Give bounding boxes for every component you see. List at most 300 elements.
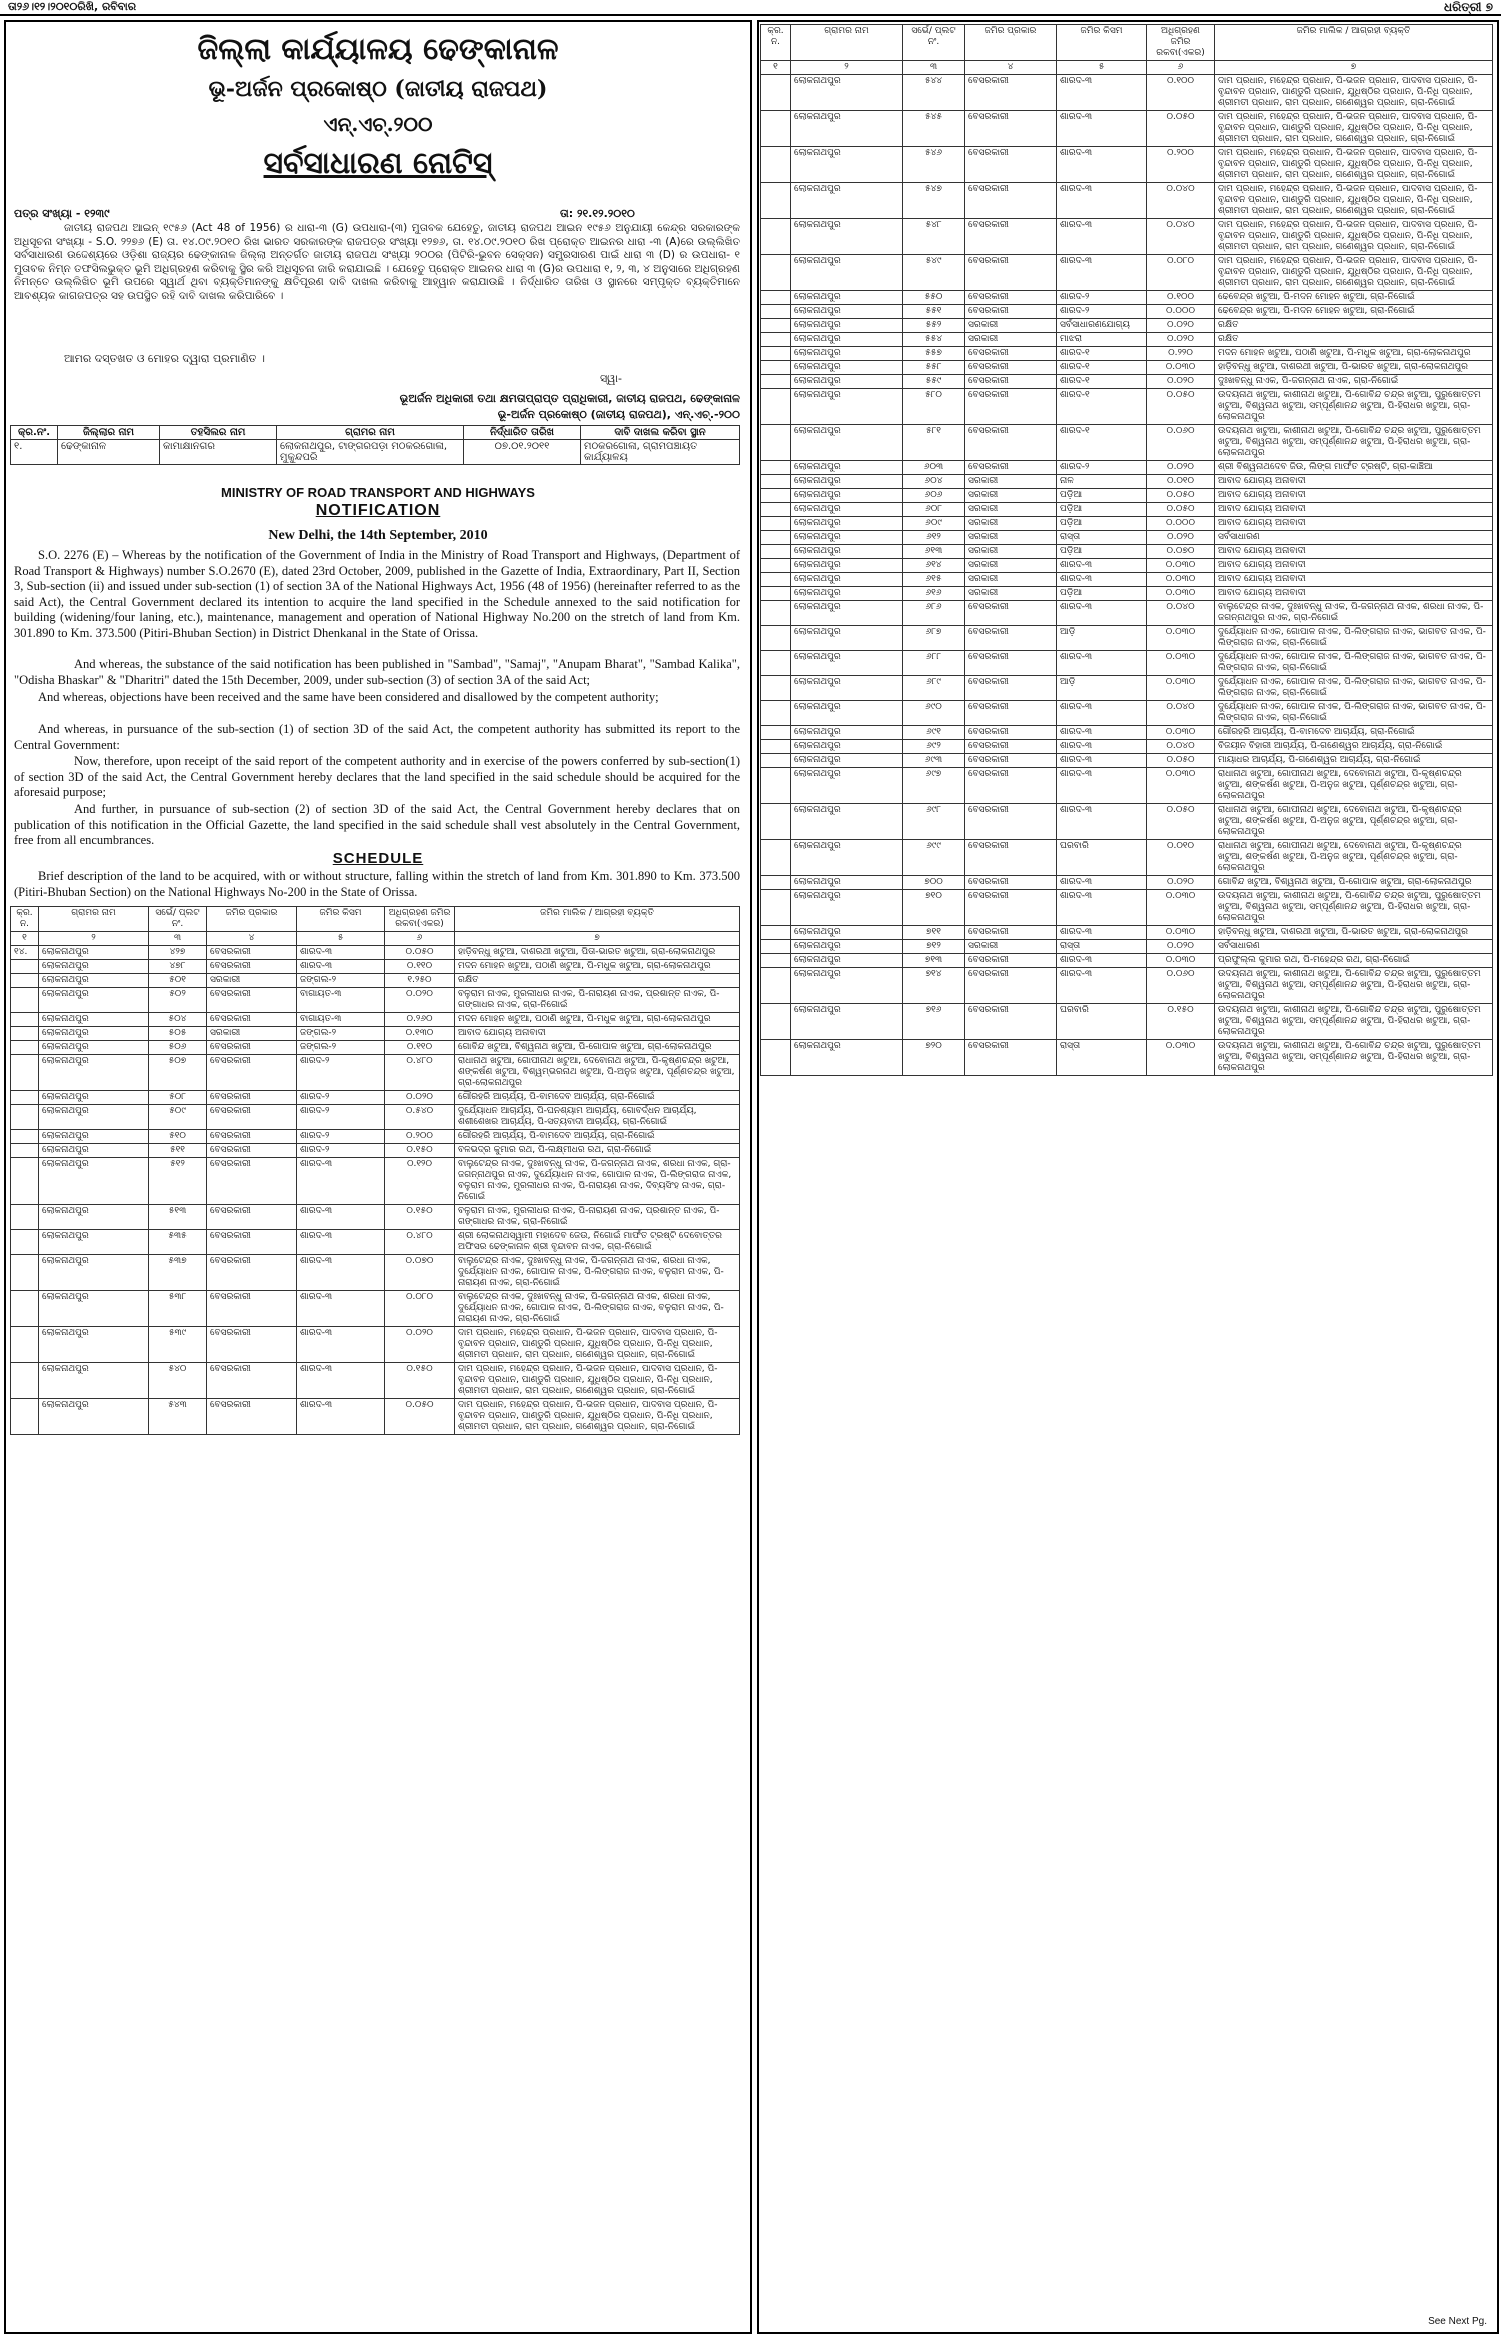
row-area: ୦.୦୨୦ — [1147, 375, 1215, 389]
row-area: ୦.୦୩୦ — [1147, 768, 1215, 804]
row-plot: ୬୧୩ — [903, 545, 965, 559]
row-serial — [761, 461, 791, 475]
row-owner: ହାଡ଼ିବନ୍ଧୁ ଖଟୁଆ, ଦାଶରଥୀ ଖଟୁଆ, ପି-ଭାରତ ଖଟୁଆ, ଗ୍ରା-ଲୋକନାଥପୁର — [1215, 926, 1493, 940]
gazette-para-3: And whereas, objections have been received and the same have been considered and disallowed by the competent authority; — [38, 690, 659, 704]
row-plot: ୪୭୮ — [149, 960, 207, 974]
row-area: ୦.୦୪୦ — [1147, 183, 1215, 219]
row-area: ୦.୦୫୦ — [385, 1399, 455, 1435]
table-row — [11, 1291, 740, 1327]
row-kisam: ପଡ଼ିଆ — [1057, 489, 1147, 503]
row-serial — [761, 940, 791, 954]
row-plot: ୫୪୩ — [149, 1399, 207, 1435]
row-serial — [11, 1130, 39, 1144]
row-plot: ୫୮୦ — [903, 389, 965, 425]
row-plot: ୫୧୨ — [149, 1158, 207, 1205]
col-num: ୪ — [965, 61, 1057, 75]
row-land-type: ସରକାରୀ — [965, 940, 1057, 954]
row-area: ୦.୦୪୦ — [1147, 740, 1215, 754]
row-kisam: ଶାରଦ-୩ — [1057, 740, 1147, 754]
row-owner: ପ୍ରଫୁଲ୍ଲ କୁମାର ରଥ, ପି-ମହେନ୍ଦ୍ର ରଥ, ଗ୍ରା-ନିଗୋଇଁ — [1215, 954, 1493, 968]
row-land-type: ବେସରକାରୀ — [965, 754, 1057, 768]
table-row — [761, 111, 1493, 147]
row-kisam: ଶାରଦ-୩ — [297, 1327, 385, 1363]
row-land-type: ସରକାରୀ — [965, 587, 1057, 601]
row-plot: ୭୧୧ — [903, 926, 965, 940]
row-area: ୦.୦୫୦ — [1147, 804, 1215, 840]
row-serial — [761, 333, 791, 347]
row-land-type: ବେସରକାରୀ — [965, 601, 1057, 626]
table-row — [11, 1055, 740, 1091]
row-area: ୦.୦୨୦ — [385, 1091, 455, 1105]
table-row — [761, 503, 1493, 517]
row-serial — [761, 361, 791, 375]
row-serial — [761, 545, 791, 559]
row-kisam: ଶାରଦ-୧ — [1057, 375, 1147, 389]
row-owner: ମଦନ ମୋହନ ଖଟୁଆ, ପଠାଣି ଖଟୁଆ, ପି-ମଧୁକ ଖଟୁଆ, ଗ୍ରା-ଲୋକନାଥପୁର — [455, 960, 740, 974]
row-plot: ୫୫୧ — [903, 305, 965, 319]
row-kisam: ଶାରଦ-୩ — [1057, 147, 1147, 183]
row-serial — [761, 754, 791, 768]
row-village: ଲୋକନାଥପୁର — [39, 1091, 149, 1105]
row-owner: ବାଲୁଟେନ୍ଦ୍ର ନାଏକ, ଦୁଃଖବନ୍ଧୁ ନାଏକ, ପି-ଜଗନ୍ନାଥ ନାଏକ, ଶରଧା ନାଏକ, ଦୁର୍ଯ୍ୟୋଧନ ନାଏକ, ଗୋପାଳ ନାଏକ, ପି-ଲିଙ୍ଗରାଜ ନାଏକ, ବଳୁରାମ ନାଏକ, ପି-ନାରାୟଣ ନାଏକ, ଗ୍ରା-ନିଗୋଇଁ — [455, 1255, 740, 1291]
row-plot: ୬୯୯ — [903, 840, 965, 876]
row-owner: ମଦନ ମୋହନ ଖଟୁଆ, ପଠାଣି ଖଟୁଆ, ପି-ମଧୁକ ଖଟୁଆ, ଗ୍ରା-ଲୋକନାଥପୁର — [455, 1013, 740, 1027]
row-land-type: ବେସରକାରୀ — [207, 1091, 297, 1105]
row-kisam: ପଡ଼ିଆ — [1057, 517, 1147, 531]
row-village: ଲୋକନାଥପୁର — [791, 147, 903, 183]
row-plot: ୬୯୧ — [903, 726, 965, 740]
hearing-cell: ଲୋକନାଥପୁର, ଟାଙ୍ଗରପଡ଼ା ମଠକରଗୋଳା, ମୁକୁନ୍ଦପରି — [277, 440, 464, 465]
row-serial — [761, 425, 791, 461]
row-area: ୦.୦୨୦ — [385, 988, 455, 1013]
table-row — [761, 425, 1493, 461]
row-land-type: ବେସରକାରୀ — [965, 255, 1057, 291]
row-village: ଲୋକନାଥପୁର — [39, 1255, 149, 1291]
row-owner: ଉଦୟନାଥ ଖଟୁଆ, କାଶୀନାଥ ଖଟୁଆ, ପି-ଗୋବିନ୍ଦ ଚନ୍ଦ୍ର ଖଟୁଆ, ପୁରୁଷୋତ୍ତମ ଖଟୁଆ, ବିଶ୍ୱନାଥ ଖଟୁଆ, ସମ୍ପୂର୍ଣ୍ଣାନନ୍ଦ ଖଟୁଆ, ପି-ହିରାଧର ଖଟୁଆ, ଗ୍ରା-ଲୋକନାଥପୁର — [1215, 425, 1493, 461]
row-serial — [761, 601, 791, 626]
row-area: ୦.୦୭୦ — [385, 1255, 455, 1291]
row-land-type: ବେସରକାରୀ — [965, 890, 1057, 926]
table-row — [11, 1327, 740, 1363]
row-land-type: ବେସରକାରୀ — [207, 1105, 297, 1130]
row-owner: ଦୁର୍ଯ୍ୟୋଧନ ଆଚାର୍ଯ୍ୟ, ପି-ଘନଶ୍ୟାମ ଆଚାର୍ଯ୍ୟ, ଗୋବର୍ଦ୍ଧନ ଆଚାର୍ଯ୍ୟ, ଶଶୀଶେଖର ଆଚାର୍ଯ୍ୟ, ପି-ସତ୍ୟବାଦୀ ଆଚାର୍ଯ୍ୟ, ଗ୍ରା-ନିଗୋଇଁ — [455, 1105, 740, 1130]
row-kisam: ମାଝରା — [1057, 333, 1147, 347]
table-row — [761, 676, 1493, 701]
row-serial — [761, 183, 791, 219]
hearing-head: ତହସିଲର ନାମ — [160, 426, 277, 440]
row-serial — [761, 954, 791, 968]
ministry-title: MINISTRY OF ROAD TRANSPORT AND HIGHWAYS — [221, 485, 535, 500]
row-kisam: ଶାରଦ-୨ — [297, 1130, 385, 1144]
row-kisam: ଆଡ଼ି — [1057, 676, 1147, 701]
row-area: ୦.୦୬୦ — [1147, 425, 1215, 461]
row-plot: ୭୧୪ — [903, 968, 965, 1004]
row-land-type: ବେସରକାରୀ — [965, 183, 1057, 219]
row-plot: ୫୦୧ — [149, 974, 207, 988]
row-owner: ବଳୁରାମ ନାଏକ, ମୁରଲୀଧର ନାଏକ, ପି-ନାରାୟଣ ନାଏକ, ପ୍ରଶାନ୍ତ ନାଏକ, ପି-ଗଙ୍ଗାଧର ନାଏକ, ଗ୍ରା-ନିଗୋଇଁ — [455, 1205, 740, 1230]
row-serial — [761, 626, 791, 651]
row-village: ଲୋକନାଥପୁର — [791, 876, 903, 890]
row-owner: ଆବାଦ ଯୋଗ୍ୟ ଅନାବାଦୀ — [455, 1027, 740, 1041]
col-num: ୧ — [761, 61, 791, 75]
row-land-type: ବେସରକାରୀ — [965, 840, 1057, 876]
row-area: ୦.୦୩୦ — [1147, 651, 1215, 676]
row-kisam: ଶାରଦ-୩ — [1057, 219, 1147, 255]
row-kisam: ଶାରଦ-୩ — [1057, 601, 1147, 626]
row-serial — [11, 988, 39, 1013]
row-plot: ୫୫୭ — [903, 347, 965, 361]
col-head: ଜମିର ପ୍ରକାର — [965, 25, 1057, 61]
row-plot: ୫୧୧ — [149, 1144, 207, 1158]
row-kisam: ବାଗାୟତ-୩ — [297, 1013, 385, 1027]
row-village: ଲୋକନାଥପୁର — [791, 626, 903, 651]
row-kisam: ସର୍ବସାଧାରଣଯୋଗ୍ୟ — [1057, 319, 1147, 333]
table-row — [761, 926, 1493, 940]
col-head: ଅଧିଗ୍ରହଣ ଜମିର ରକବା(ଏକର) — [385, 907, 455, 932]
table-row — [11, 1105, 740, 1130]
row-plot: ୫୪୫ — [903, 111, 965, 147]
table-row — [761, 740, 1493, 754]
row-plot: ୫୫୪ — [903, 333, 965, 347]
row-land-type: ସରକାରୀ — [965, 559, 1057, 573]
row-serial — [761, 559, 791, 573]
row-village: ଲୋକନାଥପୁର — [791, 968, 903, 1004]
row-area: ୦.୦୨୦ — [385, 1327, 455, 1363]
row-owner: ଦୁର୍ଯ୍ୟୋଧନ ନାଏକ, ଗୋପାଳ ନାଏକ, ପି-ଲିଙ୍ଗରାଜ ନାଏକ, ଭାଗବତ ନାଏକ, ପି-ଲିଙ୍ଗରାଜ ନାଏକ, ଗ୍ରା-ନିଗୋଇଁ — [1215, 626, 1493, 651]
gazette-para-4: And whereas, in pursuance of the sub-section (1) of section 3D of the said Act, the competent authority has submitted its report to the Central Government: — [14, 722, 740, 752]
row-plot: ୬୯୩ — [903, 754, 965, 768]
row-kisam: ଶାରଦ-୩ — [1057, 890, 1147, 926]
row-serial — [761, 890, 791, 926]
row-kisam: ଶାରଦ-୩ — [297, 1230, 385, 1255]
row-land-type: ବେସରକାରୀ — [965, 389, 1057, 425]
row-serial — [11, 1013, 39, 1027]
row-village: ଲୋକନାଥପୁର — [791, 601, 903, 626]
row-village: ଲୋକନାଥପୁର — [39, 1027, 149, 1041]
notice-signed: ଆମର ଦସ୍ତଖତ ଓ ମୋହର ଦ୍ୱାରା ପ୍ରମାଣିତ । — [64, 352, 265, 365]
row-plot: ୫୧୩ — [149, 1205, 207, 1230]
row-owner: ସର୍ବସାଧାରଣ — [1215, 531, 1493, 545]
row-serial — [761, 573, 791, 587]
row-area: ୦.୧୨୦ — [385, 1158, 455, 1205]
row-plot: ୫୩୭ — [149, 1255, 207, 1291]
row-area: ୦.୦୫୦ — [1147, 489, 1215, 503]
col-head: ଜମିର କିସମ — [297, 907, 385, 932]
row-village: ଲୋକନାଥପୁର — [791, 517, 903, 531]
row-owner: ଦାମ ପ୍ରଧାନ, ମହେନ୍ଦ୍ର ପ୍ରଧାନ, ପି-ଭଜନ ପ୍ରଧାନ, ପାଦବାସ ପ୍ରଧାନ, ପି-ବୃନ୍ଦାବନ ପ୍ରଧାନ, ପାଣ୍ଡୁରି ପ୍ରଧାନ, ଯୁଧିଷ୍ଠିର ପ୍ରଧାନ, ପି-ନିଧି ପ୍ରଧାନ, ଶ୍ରୀମତୀ ପ୍ରଧାନ, ରାମ ପ୍ରଧାନ, ଗଣେଶ୍ୱର ପ୍ରଧାନ, ଗ୍ରା-ନିଗୋଇଁ — [455, 1327, 740, 1363]
nh-title: ଏନ୍.ଏଚ୍.୨୦୦ — [323, 112, 433, 136]
row-owner: ଗୋବିନ୍ଦ ଖଟୁଆ, ବିଶ୍ୱନାଥ ଖଟୁଆ, ପି-ଗୋପାଳ ଖଟୁଆ, ଗ୍ରା-ଲୋକନାଥପୁର — [455, 1041, 740, 1055]
row-area: ୦.୦୩୦ — [1147, 559, 1215, 573]
row-serial — [761, 740, 791, 754]
row-land-type: ସରକାରୀ — [965, 475, 1057, 489]
hearing-table — [10, 425, 740, 465]
row-serial — [11, 1255, 39, 1291]
row-kisam: ରାସ୍ତା — [1057, 1040, 1147, 1076]
row-land-type: ବେସରକାରୀ — [207, 1327, 297, 1363]
row-land-type: ବେସରକାରୀ — [965, 75, 1057, 111]
row-owner: ଉଦୟନାଥ ଖଟୁଆ, କାଶୀନାଥ ଖଟୁଆ, ପି-ଗୋବିନ୍ଦ ଚନ୍ଦ୍ର ଖଟୁଆ, ପୁରୁଷୋତ୍ତମ ଖଟୁଆ, ବିଶ୍ୱନାଥ ଖଟୁଆ, ସମ୍ପୂର୍ଣ୍ଣାନନ୍ଦ ଖଟୁଆ, ପି-ହିରାଧର ଖଟୁଆ, ଗ୍ରା-ଲୋକନାଥପୁର — [1215, 968, 1493, 1004]
table-row — [11, 1144, 740, 1158]
letter-date: ତା: ୨୧.୧୨.୨୦୧୦ — [560, 207, 635, 220]
gazette-para-1: S.O. 2276 (E) – Whereas by the notification of the Government of India in the Ministry of Road Transport and Highways, (Department of Road Transport & Highways) number S.O.2670 (E), dated 23rd October, 2009, published in the Gazette of India, Extraordinary, Part II, Section 3, Sub-section (ii) and issued under sub-section (1) of section 3A of the National Highways Act, 1956 (48 of 1956) (hereinafter referred to as the said Act), the Central Government declared its intention to acquire the land specified in the Schedule annexed to the said notification for building (widening/four laning, etc.), maintenance, management and operation of National Highway No.200 on the stretch of land from Km. 301.890 to Km. 373.500 (Pitiri-Bhuban Section) in District Dhenkanal in the State of Orissa. — [14, 548, 740, 640]
table-row — [761, 75, 1493, 111]
row-plot: ୬୧୬ — [903, 587, 965, 601]
row-village: ଲୋକନାଥପୁର — [791, 219, 903, 255]
table-row — [761, 333, 1493, 347]
row-village: ଲୋକନାଥପୁର — [791, 954, 903, 968]
row-kisam: ଶାରଦ-୩ — [1057, 255, 1147, 291]
row-owner: ଦାମ ପ୍ରଧାନ, ମହେନ୍ଦ୍ର ପ୍ରଧାନ, ପି-ଭଜନ ପ୍ରଧାନ, ପାଦବାସ ପ୍ରଧାନ, ପି-ବୃନ୍ଦାବନ ପ୍ରଧାନ, ପାଣ୍ଡୁରି ପ୍ରଧାନ, ଯୁଧିଷ୍ଠିର ପ୍ରଧାନ, ପି-ନିଧି ପ୍ରଧାନ, ଶ୍ରୀମତୀ ପ୍ରଧାନ, ରାମ ପ୍ରଧାନ, ଗଣେଶ୍ୱର ପ୍ରଧାନ, ଗ୍ରା-ନିଗୋଇଁ — [1215, 255, 1493, 291]
row-village: ଲୋକନାଥପୁର — [791, 111, 903, 147]
row-village: ଲୋକନାଥପୁର — [791, 347, 903, 361]
col-num: ୪ — [207, 932, 297, 946]
row-village: ଲୋକନାଥପୁର — [791, 804, 903, 840]
row-owner: ବାଲୁଟେନ୍ଦ୍ର ନାଏକ, ଦୁଃଖବନ୍ଧୁ ନାଏକ, ପି-ଜଗନ୍ନାଥ ନାଏକ, ଶରଧା ନାଏକ, ପି-ଜଗନ୍ନାଥପୁର ନାଏକ, ଗ୍ରା-ନିଗୋଇଁ — [1215, 601, 1493, 626]
notice-officer: ଭୂଅର୍ଜନ ଅଧିକାରୀ ତଥା କ୍ଷମତାପ୍ରାପ୍ତ ପ୍ରାଧିକାରୀ, ଜାତୀୟ ରାଜପଥ, ଢେଙ୍କାନାଳ — [399, 392, 740, 405]
row-village: ଲୋକନାଥପୁର — [791, 676, 903, 701]
row-plot: ୫୫୦ — [903, 291, 965, 305]
office-title: ଜିଲ୍ଲା କାର୍ଯ୍ୟାଳୟ ଢେଙ୍କାନାଳ — [197, 32, 559, 67]
row-kisam: ଶାରଦ-୩ — [1057, 559, 1147, 573]
row-land-type: ବେସରକାରୀ — [207, 1055, 297, 1091]
schedule-title: SCHEDULE — [332, 850, 424, 867]
row-area: ୦.୦୬୦ — [1147, 968, 1215, 1004]
hearing-head: ଦାବି ଦାଖଲ କରିବା ସ୍ଥାନ — [581, 426, 740, 440]
row-kisam: ରାସ୍ତା — [1057, 940, 1147, 954]
col-num: ୧ — [11, 932, 39, 946]
gazette-para-2: And whereas, the substance of the said notification has been published in "Sambad", "Samaj", "Anupam Bharat", "Sambad Kalika", "Odisha Bhaskar" & "Dharitri" dated the 15th December, 2009, under sub-section (3) of section 3A of the said Act; — [14, 657, 740, 687]
row-area: ୦.୦୩୦ — [1147, 573, 1215, 587]
row-land-type: ବେସରକାରୀ — [207, 1205, 297, 1230]
col-head: ସର୍ଭେ/ ପ୍ଲଟ ନଂ. — [149, 907, 207, 932]
row-owner: ମାୟାଧର ଆଚାର୍ଯ୍ୟ, ପି-ଗଣେଶ୍ୱର ଆଚାର୍ଯ୍ୟ, ଗ୍ରା-ନିଗୋଇଁ — [1215, 754, 1493, 768]
row-village: ଲୋକନାଥପୁର — [791, 461, 903, 475]
row-village: ଲୋକନାଥପୁର — [791, 75, 903, 111]
row-owner: ବିଜୟୀନ ବିହାରୀ ଆଚାର୍ଯ୍ୟ, ପି-ଗଣେଶ୍ୱର ଆଚାର୍ଯ୍ୟ, ଗ୍ରା-ନିଗୋଇଁ — [1215, 740, 1493, 754]
row-kisam: ଶାରଦ-୨ — [1057, 305, 1147, 319]
row-land-type: ସରକାରୀ — [965, 517, 1057, 531]
table-row — [761, 475, 1493, 489]
row-plot: ୬୦୩ — [903, 461, 965, 475]
row-village: ଲୋକନାଥପୁର — [39, 1205, 149, 1230]
notification-heading: NOTIFICATION — [315, 502, 441, 519]
row-land-type: ସରକାରୀ — [965, 319, 1057, 333]
row-land-type: ବେସରକାରୀ — [207, 1363, 297, 1399]
row-area: ୦.୧୦୦ — [1147, 75, 1215, 111]
table-row — [761, 626, 1493, 651]
row-area: ୦.୦୫୦ — [1147, 389, 1215, 425]
row-owner: ଗୌରହରି ଆଚାର୍ଯ୍ୟ, ପି-ବାମଦେବ ଆଚାର୍ଯ୍ୟ, ଗ୍ରା-ନିଗୋଇଁ — [455, 1130, 740, 1144]
col-head: ଗ୍ରାମର ନାମ — [791, 25, 903, 61]
row-land-type: ସରକାରୀ — [965, 545, 1057, 559]
table-row — [761, 726, 1493, 740]
row-plot: ୫୪୦ — [149, 1363, 207, 1399]
row-owner: ଆବାଦ ଯୋଗ୍ୟ ଅନାବାଦୀ — [1215, 517, 1493, 531]
row-area: ୦.୦୩୦ — [1147, 626, 1215, 651]
row-kisam: ବାଗାୟତ-୩ — [297, 988, 385, 1013]
row-area: ୦.୦୫୦ — [1147, 754, 1215, 768]
table-row — [11, 1399, 740, 1435]
row-serial — [11, 960, 39, 974]
row-area: ୦.୦୨୦ — [1147, 940, 1215, 954]
row-serial — [761, 219, 791, 255]
row-serial — [11, 1144, 39, 1158]
row-plot: ୫୦୪ — [149, 1013, 207, 1027]
row-area: ୦.୧୧୦ — [385, 960, 455, 974]
row-land-type: ବେସରକାରୀ — [965, 1040, 1057, 1076]
row-plot: ୭୦୦ — [903, 876, 965, 890]
hearing-cell: ୧. — [11, 440, 58, 465]
letter-number: ପତ୍ର ସଂଖ୍ୟା - ୧୨୩୯ — [14, 207, 110, 220]
col-num: ୬ — [385, 932, 455, 946]
row-owner: ରାଧାନାଥ ଖଟୁଆ, ଗୋପୀନାଥ ଖଟୁଆ, ଦେବୋନାଥ ଖଟୁଆ, ପି-କୃଷ୍ଣଚନ୍ଦ୍ର ଖଟୁଆ, ଶଙ୍କର୍ଷଣ ଖଟୁଆ, ପି-ଅନୁଜ ଖଟୁଆ, ପୂର୍ଣ୍ଣଚନ୍ଦ୍ର ଖଟୁଆ, ଗ୍ରା-ଲୋକନାଥପୁର — [1215, 768, 1493, 804]
row-area: ୦.୦୩୦ — [1147, 890, 1215, 926]
row-kisam: ଘରବାରି — [1057, 840, 1147, 876]
row-land-type: ବେସରକାରୀ — [207, 1230, 297, 1255]
row-village: ଲୋକନାଥପୁର — [39, 1013, 149, 1027]
row-land-type: ସରକାରୀ — [965, 503, 1057, 517]
place-date: New Delhi, the 14th September, 2010 — [268, 528, 488, 543]
row-village: ଲୋକନାଥପୁର — [791, 489, 903, 503]
row-land-type: ବେସରକାରୀ — [965, 147, 1057, 183]
row-land-type: ବେସରକାରୀ — [965, 726, 1057, 740]
table-row — [761, 1004, 1493, 1040]
row-serial — [11, 1055, 39, 1091]
row-village: ଲୋକନାଥପୁର — [39, 974, 149, 988]
row-plot: ୬୦୪ — [903, 475, 965, 489]
row-owner: ବଳଭଦ୍ର କୁମାର ରଥ, ପି-ଲକ୍ଷ୍ମୀଧର ରଥ, ଗ୍ରା-ନିଗୋଇଁ — [455, 1144, 740, 1158]
row-land-type: ବେସରକାରୀ — [965, 876, 1057, 890]
row-owner: ଆବାଦ ଯୋଗ୍ୟ ଅନାବାଦୀ — [1215, 545, 1493, 559]
notice-sd: ସ୍ୱା- — [600, 372, 622, 385]
col-num: ୨ — [791, 61, 903, 75]
table-row — [761, 489, 1493, 503]
table-row — [761, 545, 1493, 559]
table-row — [761, 461, 1493, 475]
row-owner: ଶ୍ରୀ ବିଶ୍ୱନାଥଦେବ ଜିଉ, ଲିଙ୍ଗ ମାର୍ଫତ ଟ୍ରଷ୍ଟି, ଗ୍ରା-କାଞ୍ଚିଆ — [1215, 461, 1493, 475]
row-owner: ଦାମ ପ୍ରଧାନ, ମହେନ୍ଦ୍ର ପ୍ରଧାନ, ପି-ଭଜନ ପ୍ରଧାନ, ପାଦବାସ ପ୍ରଧାନ, ପି-ବୃନ୍ଦାବନ ପ୍ରଧାନ, ପାଣ୍ଡୁରି ପ୍ରଧାନ, ଯୁଧିଷ୍ଠିର ପ୍ରଧାନ, ପି-ନିଧି ପ୍ରଧାନ, ଶ୍ରୀମତୀ ପ୍ରଧାନ, ରାମ ପ୍ରଧାନ, ଗଣେଶ୍ୱର ପ୍ରଧାନ, ଗ୍ରା-ନିଗୋଇଁ — [1215, 111, 1493, 147]
table-row — [761, 361, 1493, 375]
row-owner: ବଳୁରାମ ନାଏକ, ମୁରଲୀଧର ନାଏକ, ପି-ନାରାୟଣ ନାଏକ, ପ୍ରଶାନ୍ତ ନାଏକ, ପି-ଗଙ୍ଗାଧର ନାଏକ, ଗ୍ରା-ନିଗୋଇଁ — [455, 988, 740, 1013]
row-kisam: ଜଙ୍ଗଲ-୨ — [297, 1041, 385, 1055]
row-land-type: ବେସରକାରୀ — [965, 425, 1057, 461]
cell-title: ଭୂ-ଅର୍ଜନ ପ୍ରକୋଷ୍ଠ (ଜାତୀୟ ରାଜପଥ) — [208, 76, 548, 102]
row-area: ୦.୪୮୦ — [385, 1230, 455, 1255]
row-owner: ଦାମ ପ୍ରଧାନ, ମହେନ୍ଦ୍ର ପ୍ରଧାନ, ପି-ଭଜନ ପ୍ରଧାନ, ପାଦବାସ ପ୍ରଧାନ, ପି-ବୃନ୍ଦାବନ ପ୍ରଧାନ, ପାଣ୍ଡୁରି ପ୍ରଧାନ, ଯୁଧିଷ୍ଠିର ପ୍ରଧାନ, ପି-ନିଧି ପ୍ରଧାନ, ଶ୍ରୀମତୀ ପ୍ରଧାନ, ରାମ ପ୍ରଧାନ, ଗଣେଶ୍ୱର ପ୍ରଧାନ, ଗ୍ରା-ନିଗୋଇଁ — [455, 1363, 740, 1399]
row-serial — [761, 701, 791, 726]
table-row — [11, 1363, 740, 1399]
row-plot: ୬୧୨ — [903, 531, 965, 545]
row-serial — [761, 347, 791, 361]
row-serial — [761, 676, 791, 701]
row-plot: ୫୪୯ — [903, 255, 965, 291]
row-serial — [761, 804, 791, 840]
table-row — [11, 1158, 740, 1205]
row-plot: ୪୨୭ — [149, 946, 207, 960]
row-plot: ୫୦୯ — [149, 1105, 207, 1130]
row-serial — [761, 111, 791, 147]
row-area: ୦.୦୩୦ — [1147, 954, 1215, 968]
table-row — [11, 1255, 740, 1291]
row-serial — [761, 517, 791, 531]
see-next-page: See Next Pg. — [1428, 2316, 1487, 2327]
row-land-type: ବେସରକାରୀ — [965, 740, 1057, 754]
row-kisam: ଶାରଦ-୨ — [1057, 291, 1147, 305]
row-plot: ୬୮୮ — [903, 651, 965, 676]
row-area: ୦.୧୫୦ — [385, 1363, 455, 1399]
table-row — [11, 974, 740, 988]
row-kisam: ଶାରଦ-୩ — [297, 946, 385, 960]
row-village: ଲୋକନାଥପୁର — [39, 1130, 149, 1144]
table-row — [11, 1091, 740, 1105]
row-plot: ୭୧୬ — [903, 1004, 965, 1040]
row-plot: ୬୯୦ — [903, 701, 965, 726]
row-plot: ୬୦୮ — [903, 503, 965, 517]
row-area: ୦.୨୦୦ — [385, 1130, 455, 1144]
row-area: ୦.୦୪୦ — [1147, 701, 1215, 726]
table-row — [11, 1027, 740, 1041]
row-owner: ହାଡ଼ିବନ୍ଧୁ ଖଟୁଆ, ଦାଶରଥୀ ଖଟୁଆ, ପି-ଭାରତ ଖଟୁଆ, ଗ୍ରା-ଲୋକନାଥପୁର — [1215, 361, 1493, 375]
hearing-head: କ୍ର.ନଂ. — [11, 426, 58, 440]
col-head: ଜମିର ପ୍ରକାର — [207, 907, 297, 932]
row-village: ଲୋକନାଥପୁର — [791, 651, 903, 676]
row-village: ଲୋକନାଥପୁର — [791, 559, 903, 573]
row-kisam: ଶାରଦ-୨ — [297, 1055, 385, 1091]
row-serial — [11, 1291, 39, 1327]
row-plot: ୬୮୭ — [903, 626, 965, 651]
row-kisam: ଶାରଦ-୩ — [1057, 651, 1147, 676]
row-plot: ୬୧୫ — [903, 573, 965, 587]
row-village: ଲୋକନାଥପୁର — [791, 1040, 903, 1076]
paper-page: ଧରିତ୍ରୀ ୭ — [1443, 0, 1493, 14]
row-serial — [761, 587, 791, 601]
hearing-cell: ୦୭.୦୧.୨୦୧୧ — [464, 440, 581, 465]
row-village: ଲୋକନାଥପୁର — [791, 183, 903, 219]
hearing-cell: କାମାକ୍ଷାନଗର — [160, 440, 277, 465]
row-serial — [11, 1091, 39, 1105]
row-village: ଲୋକନାଥପୁର — [791, 1004, 903, 1040]
row-owner: ରକ୍ଷିତ — [1215, 319, 1493, 333]
row-area: ୦.୦୩୦ — [1147, 726, 1215, 740]
row-area: ୦.୦୫୦ — [1147, 111, 1215, 147]
table-row — [11, 960, 740, 974]
table-row — [761, 531, 1493, 545]
row-kisam: ପଡ଼ିଆ — [1057, 587, 1147, 601]
row-serial — [11, 1041, 39, 1055]
row-kisam: ଶାରଦ-୧ — [1057, 425, 1147, 461]
row-area: ୦.୦୫୦ — [385, 946, 455, 960]
row-village: ଲୋକନାଥପୁର — [791, 333, 903, 347]
row-serial — [761, 305, 791, 319]
row-plot: ୬୯୨ — [903, 740, 965, 754]
row-village: ଲୋକନାଥପୁର — [39, 1041, 149, 1055]
row-plot: ୬୮୯ — [903, 676, 965, 701]
row-village: ଲୋକନାଥପୁର — [791, 701, 903, 726]
table-row — [761, 876, 1493, 890]
table-row — [761, 940, 1493, 954]
row-owner: ଦାମ ପ୍ରଧାନ, ମହେନ୍ଦ୍ର ପ୍ରଧାନ, ପି-ଭଜନ ପ୍ରଧାନ, ପାଦବାସ ପ୍ରଧାନ, ପି-ବୃନ୍ଦାବନ ପ୍ରଧାନ, ପାଣ୍ଡୁରି ପ୍ରଧାନ, ଯୁଧିଷ୍ଠିର ପ୍ରଧାନ, ପି-ନିଧି ପ୍ରଧାନ, ଶ୍ରୀମତୀ ପ୍ରଧାନ, ରାମ ପ୍ରଧାନ, ଗଣେଶ୍ୱର ପ୍ରଧାନ, ଗ୍ରା-ନିଗୋଇଁ — [1215, 219, 1493, 255]
row-area: ୦.୦୭୦ — [1147, 545, 1215, 559]
row-land-type: ବେସରକାରୀ — [207, 1144, 297, 1158]
schedule-body-left — [11, 946, 740, 1435]
row-kisam: ଶାରଦ-୩ — [297, 1291, 385, 1327]
row-kisam: ଶାରଦ-୩ — [1057, 701, 1147, 726]
table-row — [761, 147, 1493, 183]
col-head: ଗ୍ରାମର ନାମ — [39, 907, 149, 932]
row-plot: ୭୨୦ — [903, 1040, 965, 1076]
row-kisam: ଶାରଦ-୧ — [1057, 389, 1147, 425]
